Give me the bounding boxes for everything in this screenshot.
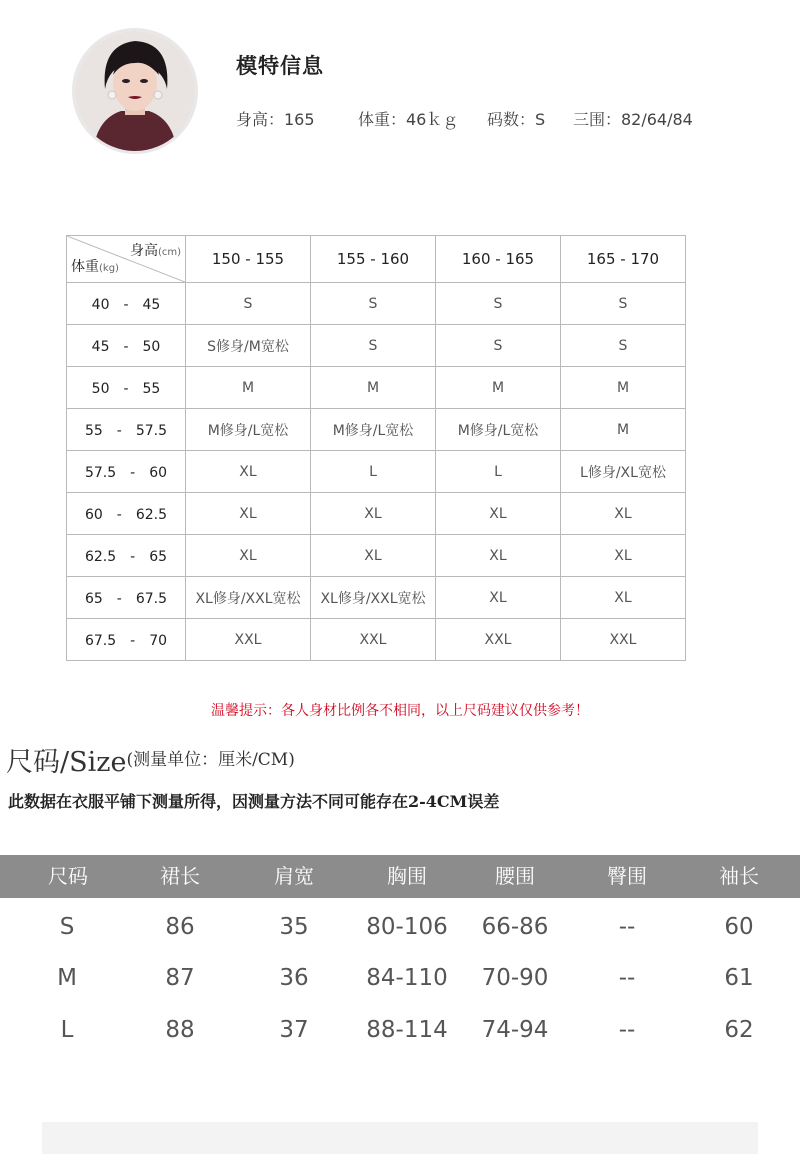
corner-weight-label: 体重(kg) [71,259,119,275]
measure-row [0,1005,800,1056]
size-cell: XL [436,535,561,577]
measure-cell: S [59,914,75,940]
weight-range-cell: 65 - 67.5 [67,577,186,619]
size-cell: XL [436,493,561,535]
size-cell: XXL [311,619,436,661]
model-avatar [72,28,198,154]
size-cell: M修身/L宽松 [311,409,436,451]
corner-height-label: 身高(cm) [129,243,181,259]
size-cell: XXL [186,619,311,661]
measure-cell: 37 [279,1017,309,1043]
grid-corner-cell [67,236,186,283]
measure-cell: 60 [724,914,754,940]
size-cell: XXL [561,619,686,661]
grid-row [67,451,686,493]
size-cell: L [311,451,436,493]
measurement-note: 此数据在衣服平铺下测量所得，因测量方法不同可能存在2-4CM误差 [8,792,500,811]
measure-cell: 35 [279,914,309,940]
bottom-divider-strip [42,1122,758,1154]
measure-cell: 87 [165,965,195,991]
size-cell: S [436,325,561,367]
size-cell: XL [311,493,436,535]
size-cell: M修身/L宽松 [186,409,311,451]
size-cell: S [311,283,436,325]
measure-header-cell: 臀围 [607,864,647,888]
size-cell: M [561,367,686,409]
size-recommendation-table [66,235,686,661]
measure-cell: L [60,1017,74,1043]
measure-header-cell: 胸围 [387,864,427,888]
size-cell: S [311,325,436,367]
measure-cell: 88 [165,1017,195,1043]
model-portrait-image [75,31,195,151]
weight-range-cell: 62.5 - 65 [67,535,186,577]
measure-cell: 36 [279,965,309,991]
size-cell: XL [311,535,436,577]
size-tip-warning: 温馨提示：各人身材比例各不相同，以上尺码建议仅供参考！ [211,703,589,719]
size-cell: XL [436,577,561,619]
model-measurements: 三围：82/64/84 [573,110,693,129]
size-cell: XL [186,493,311,535]
grid-row [67,409,686,451]
measure-header-cell: 肩宽 [274,864,314,888]
size-cell: S [186,283,311,325]
size-cell: XXL [436,619,561,661]
size-title-text: 尺码/Size [6,747,127,778]
measure-cell: -- [618,914,636,940]
size-unit-note: (测量单位：厘米/CM) [126,750,295,770]
model-height: 身高：165 [236,110,315,129]
measure-cell: M [57,965,77,991]
grid-row [67,535,686,577]
size-cell: XL [186,535,311,577]
measure-cell: 61 [724,965,754,991]
size-cell: S [561,325,686,367]
measure-row [0,953,800,1004]
weight-range-cell: 45 - 50 [67,325,186,367]
size-cell: M [436,367,561,409]
size-cell: XL [186,451,311,493]
size-cell: S [561,283,686,325]
weight-range-cell: 57.5 - 60 [67,451,186,493]
grid-row [67,325,686,367]
measure-cell: 84-110 [366,965,448,991]
measure-cell: 86 [165,914,195,940]
size-cell: XL修身/XXL宽松 [311,577,436,619]
model-size: 码数：S [487,110,546,129]
weight-range-cell: 50 - 55 [67,367,186,409]
measure-header-cell: 裙长 [160,864,200,888]
size-cell: M修身/L宽松 [436,409,561,451]
model-info-title: 模特信息 [236,54,324,78]
size-cell: S修身/M宽松 [186,325,311,367]
size-cell: XL修身/XXL宽松 [186,577,311,619]
model-weight: 体重：46ｋｇ [358,110,459,129]
grid-row [67,493,686,535]
grid-row [67,619,686,661]
height-range-header: 150 - 155 [186,236,311,283]
size-cell: XL [561,535,686,577]
grid-row [67,367,686,409]
grid-row [67,283,686,325]
measure-header-cell: 袖长 [719,864,759,888]
measure-header-cell: 尺码 [48,864,88,888]
measure-table-header [0,855,800,898]
size-cell: M [311,367,436,409]
size-cell: L修身/XL宽松 [561,451,686,493]
height-range-header: 165 - 170 [561,236,686,283]
size-cell: XL [561,493,686,535]
measure-cell: 74-94 [481,1017,549,1043]
size-cell: M [561,409,686,451]
size-cell: L [436,451,561,493]
measure-cell: 66-86 [481,914,549,940]
measure-header-cell: 腰围 [495,864,535,888]
measure-row [0,902,800,953]
height-range-header: 160 - 165 [436,236,561,283]
weight-range-cell: 60 - 62.5 [67,493,186,535]
weight-range-cell: 55 - 57.5 [67,409,186,451]
grid-row [67,577,686,619]
size-cell: M [186,367,311,409]
measure-cell: 70-90 [481,965,549,991]
measure-cell: -- [618,1017,636,1043]
measure-cell: 88-114 [366,1017,448,1043]
grid-header-row [67,236,686,283]
size-cell: S [436,283,561,325]
height-range-header: 155 - 160 [311,236,436,283]
size-cell: XL [561,577,686,619]
size-section-title [6,740,295,779]
measure-cell: -- [618,965,636,991]
weight-range-cell: 40 - 45 [67,283,186,325]
measure-cell: 62 [724,1017,754,1043]
weight-range-cell: 67.5 - 70 [67,619,186,661]
measure-cell: 80-106 [366,914,448,940]
